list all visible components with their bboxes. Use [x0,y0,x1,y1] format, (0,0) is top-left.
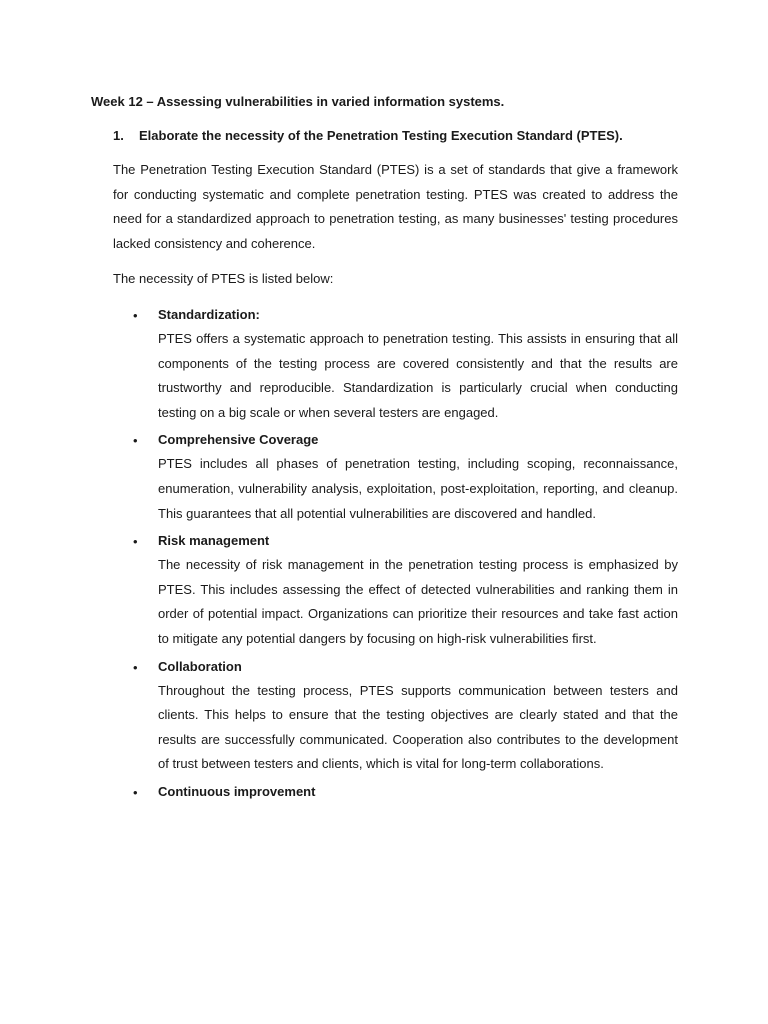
bullet-heading: Standardization: [158,307,260,322]
question-number: 1. [113,128,124,143]
bullet-icon: • [133,433,138,449]
necessity-list [113,303,678,804]
list-item [113,529,678,654]
bullet-icon: • [133,659,138,675]
bullet-heading: Comprehensive Coverage [158,432,319,448]
bullet-body: The necessity of risk management in the penetration testing process is emphasized by PTES. This includes assessing the effect of detected vulnerabilities and ranking them in order of potential impact. Organizations can prioritize their resources and take fast action to mitigate any potential dangers by focusing on high-risk vulnerabilities first. [158,557,678,646]
question-heading [113,127,623,145]
week-title: Week 12 – Assessing vulnerabilities in varied information systems. [91,94,505,109]
bullet-heading: Continuous improvement [158,783,316,799]
bullet-heading: Risk management [158,533,270,549]
list-item [113,655,678,780]
necessity-intro: The necessity of PTES is listed below: [113,271,334,286]
bullet-heading: Collaboration [158,658,242,674]
bullet-body: PTES offers a systematic approach to penetration testing. This assists in ensuring that all components of the testing process are covered consistently and that the results are trustworthy and reproducible. Standardization is particularly crucial when conducting testing on a big scale or when several testers are engaged. [158,331,678,420]
intro-paragraph: The Penetration Testing Execution Standard (PTES) is a set of standards that give a framework for conducting systematic and complete penetration testing. PTES was created to address the need for a standardized approach to penetration testing, as many businesses' testing procedures lacked consistency and coherence. [113,162,678,251]
list-item [113,303,678,428]
bullet-icon: • [133,534,138,550]
list-item [113,428,678,529]
bullet-icon: • [133,308,138,323]
list-item [113,780,678,804]
bullet-icon: • [133,784,138,800]
bullet-body: PTES includes all phases of penetration testing, including scoping, reconnaissance, enumeration, vulnerability analysis, exploitation, post-exploitation, reporting, and cleanup. This guarantees that all potential vulnerabilities are discovered and handled. [158,456,678,521]
question-text: Elaborate the necessity of the Penetration Testing Execution Standard (PTES). [139,128,623,143]
bullet-body: Throughout the testing process, PTES supports communication between testers and clients. This helps to ensure that the testing objectives are clearly stated and that the results are successfully communicated. Cooperation also contributes to the development of trust between testers and clients, which is vital for long-term collaborations. [158,682,678,772]
